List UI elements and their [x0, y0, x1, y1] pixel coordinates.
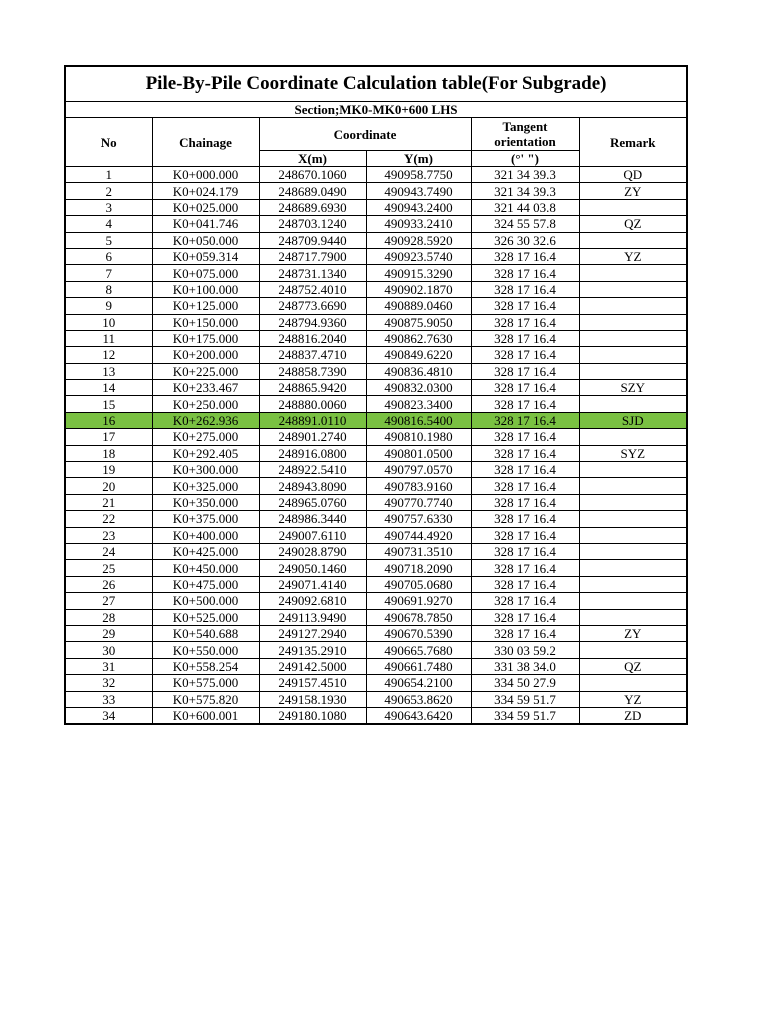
cell-chainage: K0+540.688: [152, 625, 259, 641]
cell-x: 248670.1060: [259, 167, 366, 183]
cell-no: 6: [65, 248, 152, 264]
cell-chainage: K0+575.820: [152, 691, 259, 707]
table-row: [65, 199, 687, 215]
cell-tangent: 328 17 16.4: [471, 412, 579, 428]
table-row: [65, 593, 687, 609]
cell-chainage: K0+558.254: [152, 658, 259, 674]
cell-remark: QZ: [579, 658, 687, 674]
table-row: [65, 445, 687, 461]
cell-y: 490923.5740: [366, 248, 471, 264]
cell-chainage: K0+025.000: [152, 199, 259, 215]
cell-y: 490705.0680: [366, 576, 471, 592]
header-tangent: [471, 118, 579, 151]
cell-tangent: 328 17 16.4: [471, 314, 579, 330]
cell-remark: [579, 281, 687, 297]
cell-remark: ZD: [579, 707, 687, 724]
cell-remark: [579, 298, 687, 314]
cell-chainage: K0+350.000: [152, 494, 259, 510]
cell-no: 32: [65, 675, 152, 691]
cell-tangent: 328 17 16.4: [471, 478, 579, 494]
cell-y: 490849.6220: [366, 347, 471, 363]
cell-remark: SJD: [579, 412, 687, 428]
cell-tangent: 331 38 34.0: [471, 658, 579, 674]
table-row: [65, 478, 687, 494]
section-label: Section;MK0-MK0+600 LHS: [65, 102, 687, 118]
cell-remark: [579, 429, 687, 445]
cell-no: 17: [65, 429, 152, 445]
cell-remark: SYZ: [579, 445, 687, 461]
cell-y: 490928.5920: [366, 232, 471, 248]
cell-chainage: K0+050.000: [152, 232, 259, 248]
cell-remark: [579, 675, 687, 691]
cell-tangent: 328 17 16.4: [471, 330, 579, 346]
table-row: [65, 298, 687, 314]
cell-remark: [579, 543, 687, 559]
cell-y: 490643.6420: [366, 707, 471, 724]
table-row: [65, 658, 687, 674]
cell-no: 5: [65, 232, 152, 248]
cell-no: 7: [65, 265, 152, 281]
cell-y: 490801.0500: [366, 445, 471, 461]
table-row: [65, 691, 687, 707]
cell-no: 19: [65, 462, 152, 478]
cell-y: 490665.7680: [366, 642, 471, 658]
cell-x: 249127.2940: [259, 625, 366, 641]
cell-tangent: 328 17 16.4: [471, 593, 579, 609]
cell-chainage: K0+375.000: [152, 511, 259, 527]
cell-chainage: K0+150.000: [152, 314, 259, 330]
cell-tangent: 328 17 16.4: [471, 445, 579, 461]
table-row: [65, 642, 687, 658]
cell-x: 249135.2910: [259, 642, 366, 658]
table-row: [65, 265, 687, 281]
cell-y: 490810.1980: [366, 429, 471, 445]
cell-no: 11: [65, 330, 152, 346]
cell-x: 248816.2040: [259, 330, 366, 346]
cell-no: 28: [65, 609, 152, 625]
cell-y: 490744.4920: [366, 527, 471, 543]
header-row: [65, 118, 687, 151]
cell-remark: YZ: [579, 248, 687, 264]
cell-x: 248689.0490: [259, 183, 366, 199]
cell-chainage: K0+500.000: [152, 593, 259, 609]
cell-x: 248965.0760: [259, 494, 366, 510]
cell-y: 490823.3400: [366, 396, 471, 412]
cell-chainage: K0+250.000: [152, 396, 259, 412]
cell-y: 490889.0460: [366, 298, 471, 314]
cell-y: 490933.2410: [366, 216, 471, 232]
cell-chainage: K0+225.000: [152, 363, 259, 379]
cell-remark: [579, 593, 687, 609]
cell-chainage: K0+600.001: [152, 707, 259, 724]
cell-tangent: 324 55 57.8: [471, 216, 579, 232]
table-row: [65, 380, 687, 396]
cell-no: 34: [65, 707, 152, 724]
cell-tangent: 321 44 03.8: [471, 199, 579, 215]
cell-x: 248901.2740: [259, 429, 366, 445]
cell-tangent: 321 34 39.3: [471, 183, 579, 199]
cell-no: 9: [65, 298, 152, 314]
cell-x: 248922.5410: [259, 462, 366, 478]
cell-y: 490862.7630: [366, 330, 471, 346]
table-row: [65, 527, 687, 543]
table-row: [65, 412, 687, 428]
cell-chainage: K0+059.314: [152, 248, 259, 264]
cell-y: 490797.0570: [366, 462, 471, 478]
cell-tangent: 328 17 16.4: [471, 347, 579, 363]
cell-remark: ZY: [579, 183, 687, 199]
table-body: [65, 66, 687, 724]
cell-remark: YZ: [579, 691, 687, 707]
cell-remark: ZY: [579, 625, 687, 641]
header-y: Y(m): [366, 151, 471, 167]
cell-tangent: 334 59 51.7: [471, 707, 579, 724]
table-row: [65, 330, 687, 346]
cell-y: 490731.3510: [366, 543, 471, 559]
cell-tangent: 328 17 16.4: [471, 396, 579, 412]
header-chainage: Chainage: [152, 118, 259, 167]
cell-y: 490816.5400: [366, 412, 471, 428]
cell-no: 15: [65, 396, 152, 412]
cell-tangent: 328 17 16.4: [471, 462, 579, 478]
cell-chainage: K0+400.000: [152, 527, 259, 543]
cell-y: 490661.7480: [366, 658, 471, 674]
cell-x: 248731.1340: [259, 265, 366, 281]
cell-remark: [579, 511, 687, 527]
header-tangent-unit: (°' "): [471, 151, 579, 167]
cell-y: 490653.8620: [366, 691, 471, 707]
cell-chainage: K0+550.000: [152, 642, 259, 658]
cell-tangent: 328 17 16.4: [471, 527, 579, 543]
table-row: [65, 576, 687, 592]
cell-x: 248794.9360: [259, 314, 366, 330]
cell-no: 30: [65, 642, 152, 658]
cell-y: 490958.7750: [366, 167, 471, 183]
cell-remark: [579, 462, 687, 478]
cell-y: 490718.2090: [366, 560, 471, 576]
table-row: [65, 281, 687, 297]
cell-chainage: K0+125.000: [152, 298, 259, 314]
header-tangent-line2: orientation: [494, 134, 556, 149]
cell-no: 22: [65, 511, 152, 527]
cell-no: 24: [65, 543, 152, 559]
cell-chainage: K0+041.746: [152, 216, 259, 232]
table-row: [65, 609, 687, 625]
cell-x: 249180.1080: [259, 707, 366, 724]
cell-x: 249158.1930: [259, 691, 366, 707]
cell-y: 490832.0300: [366, 380, 471, 396]
cell-tangent: 328 17 16.4: [471, 543, 579, 559]
cell-y: 490654.2100: [366, 675, 471, 691]
cell-no: 33: [65, 691, 152, 707]
cell-x: 249113.9490: [259, 609, 366, 625]
title-row: [65, 66, 687, 102]
cell-chainage: K0+200.000: [152, 347, 259, 363]
cell-x: 249142.5000: [259, 658, 366, 674]
cell-no: 1: [65, 167, 152, 183]
cell-x: 248717.7900: [259, 248, 366, 264]
cell-x: 248986.3440: [259, 511, 366, 527]
cell-x: 248916.0800: [259, 445, 366, 461]
cell-chainage: K0+450.000: [152, 560, 259, 576]
cell-no: 14: [65, 380, 152, 396]
cell-x: 248891.0110: [259, 412, 366, 428]
cell-tangent: 328 17 16.4: [471, 265, 579, 281]
cell-remark: [579, 494, 687, 510]
cell-chainage: K0+262.936: [152, 412, 259, 428]
cell-remark: QD: [579, 167, 687, 183]
cell-tangent: 328 17 16.4: [471, 576, 579, 592]
cell-y: 490757.6330: [366, 511, 471, 527]
cell-remark: [579, 232, 687, 248]
cell-x: 249007.6110: [259, 527, 366, 543]
cell-no: 13: [65, 363, 152, 379]
section-row: [65, 102, 687, 118]
cell-chainage: K0+525.000: [152, 609, 259, 625]
cell-tangent: 326 30 32.6: [471, 232, 579, 248]
cell-x: 248943.8090: [259, 478, 366, 494]
cell-x: 248837.4710: [259, 347, 366, 363]
cell-no: 3: [65, 199, 152, 215]
table-row: [65, 314, 687, 330]
cell-tangent: 328 17 16.4: [471, 560, 579, 576]
cell-no: 12: [65, 347, 152, 363]
table-row: [65, 543, 687, 559]
header-tangent-line1: Tangent: [502, 119, 548, 134]
cell-no: 20: [65, 478, 152, 494]
cell-y: 490915.3290: [366, 265, 471, 281]
cell-y: 490670.5390: [366, 625, 471, 641]
cell-no: 31: [65, 658, 152, 674]
cell-tangent: 328 17 16.4: [471, 298, 579, 314]
table-row: [65, 216, 687, 232]
cell-remark: SZY: [579, 380, 687, 396]
cell-y: 490691.9270: [366, 593, 471, 609]
cell-tangent: 328 17 16.4: [471, 511, 579, 527]
header-no: No: [65, 118, 152, 167]
table-row: [65, 347, 687, 363]
cell-y: 490943.2400: [366, 199, 471, 215]
cell-remark: [579, 642, 687, 658]
cell-tangent: 321 34 39.3: [471, 167, 579, 183]
header-x: X(m): [259, 151, 366, 167]
cell-y: 490678.7850: [366, 609, 471, 625]
cell-tangent: 328 17 16.4: [471, 429, 579, 445]
cell-no: 26: [65, 576, 152, 592]
cell-remark: [579, 560, 687, 576]
cell-no: 10: [65, 314, 152, 330]
cell-remark: QZ: [579, 216, 687, 232]
cell-x: 248703.1240: [259, 216, 366, 232]
table-row: [65, 462, 687, 478]
table-row: [65, 511, 687, 527]
cell-x: 248858.7390: [259, 363, 366, 379]
cell-chainage: K0+000.000: [152, 167, 259, 183]
cell-chainage: K0+100.000: [152, 281, 259, 297]
header-remark: Remark: [579, 118, 687, 167]
table-row: [65, 494, 687, 510]
cell-no: 23: [65, 527, 152, 543]
cell-no: 21: [65, 494, 152, 510]
cell-no: 29: [65, 625, 152, 641]
table-title: Pile-By-Pile Coordinate Calculation table(For Subgrade): [65, 66, 687, 102]
cell-remark: [579, 396, 687, 412]
cell-tangent: 328 17 16.4: [471, 625, 579, 641]
cell-x: 248773.6690: [259, 298, 366, 314]
cell-no: 4: [65, 216, 152, 232]
cell-remark: [579, 314, 687, 330]
table-row: [65, 248, 687, 264]
cell-tangent: 328 17 16.4: [471, 494, 579, 510]
cell-x: 248880.0060: [259, 396, 366, 412]
cell-chainage: K0+175.000: [152, 330, 259, 346]
cell-y: 490770.7740: [366, 494, 471, 510]
coordinate-table: [64, 65, 688, 725]
cell-x: 249092.6810: [259, 593, 366, 609]
table-row: [65, 675, 687, 691]
table-row: [65, 167, 687, 183]
table-row: [65, 560, 687, 576]
cell-tangent: 328 17 16.4: [471, 248, 579, 264]
table-row: [65, 183, 687, 199]
cell-tangent: 328 17 16.4: [471, 363, 579, 379]
table-row: [65, 232, 687, 248]
table-row: [65, 707, 687, 724]
cell-no: 27: [65, 593, 152, 609]
cell-y: 490836.4810: [366, 363, 471, 379]
table-row: [65, 363, 687, 379]
cell-chainage: K0+475.000: [152, 576, 259, 592]
cell-chainage: K0+425.000: [152, 543, 259, 559]
cell-no: 2: [65, 183, 152, 199]
cell-chainage: K0+075.000: [152, 265, 259, 281]
cell-remark: [579, 609, 687, 625]
cell-remark: [579, 265, 687, 281]
cell-remark: [579, 527, 687, 543]
cell-y: 490783.9160: [366, 478, 471, 494]
cell-y: 490902.1870: [366, 281, 471, 297]
cell-tangent: 334 59 51.7: [471, 691, 579, 707]
cell-remark: [579, 363, 687, 379]
cell-remark: [579, 347, 687, 363]
cell-chainage: K0+233.467: [152, 380, 259, 396]
cell-x: 249071.4140: [259, 576, 366, 592]
cell-no: 8: [65, 281, 152, 297]
cell-x: 248752.4010: [259, 281, 366, 297]
cell-x: 249028.8790: [259, 543, 366, 559]
cell-tangent: 330 03 59.2: [471, 642, 579, 658]
table-row: [65, 396, 687, 412]
cell-chainage: K0+275.000: [152, 429, 259, 445]
cell-chainage: K0+575.000: [152, 675, 259, 691]
cell-chainage: K0+300.000: [152, 462, 259, 478]
cell-chainage: K0+024.179: [152, 183, 259, 199]
cell-x: 248689.6930: [259, 199, 366, 215]
cell-remark: [579, 330, 687, 346]
cell-x: 249050.1460: [259, 560, 366, 576]
table-row: [65, 429, 687, 445]
cell-y: 490875.9050: [366, 314, 471, 330]
table-row: [65, 625, 687, 641]
cell-chainage: K0+325.000: [152, 478, 259, 494]
cell-remark: [579, 576, 687, 592]
cell-no: 25: [65, 560, 152, 576]
cell-remark: [579, 199, 687, 215]
cell-x: 248865.9420: [259, 380, 366, 396]
cell-y: 490943.7490: [366, 183, 471, 199]
cell-x: 249157.4510: [259, 675, 366, 691]
cell-tangent: 328 17 16.4: [471, 281, 579, 297]
cell-tangent: 328 17 16.4: [471, 609, 579, 625]
cell-remark: [579, 478, 687, 494]
cell-tangent: 328 17 16.4: [471, 380, 579, 396]
cell-no: 16: [65, 412, 152, 428]
cell-no: 18: [65, 445, 152, 461]
cell-tangent: 334 50 27.9: [471, 675, 579, 691]
cell-chainage: K0+292.405: [152, 445, 259, 461]
cell-x: 248709.9440: [259, 232, 366, 248]
header-coordinate: Coordinate: [259, 118, 471, 151]
